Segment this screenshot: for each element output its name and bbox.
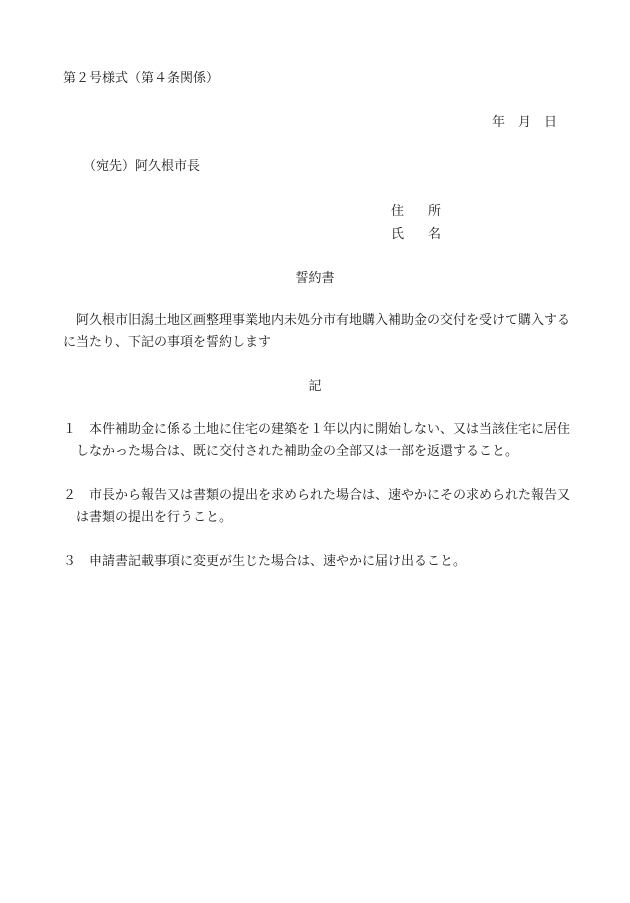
date-month-label: 月 xyxy=(518,115,532,130)
name-label-char-1: 氏 xyxy=(391,227,405,242)
list-item xyxy=(63,551,577,573)
item-text: 本件補助金に係る土地に住宅の建築を１年以内に開始しない、又は当該住宅に居住しなかった場合は、既に交付された補助金の全部又は一部を返還すること。 xyxy=(76,422,571,459)
date-line xyxy=(492,111,557,130)
date-day-label: 日 xyxy=(544,115,558,130)
list-item xyxy=(63,419,577,463)
name-label xyxy=(391,223,441,242)
list-item xyxy=(63,485,577,529)
date-year-label: 年 xyxy=(492,115,506,130)
item-text: 申請書記載事項に変更が生じた場合は、速やかに届け出ること。 xyxy=(89,554,467,569)
item-text: 市長から報告又は書類の提出を求められた場合は、速やかにその求められた報告又は書類の提出を行うこと。 xyxy=(76,488,571,525)
address-label xyxy=(391,200,441,219)
item-number: ３ xyxy=(63,554,77,569)
item-number: １ xyxy=(63,422,77,437)
form-number: 第２号様式（第４条関係） xyxy=(63,71,220,86)
document-title: 誓約書 xyxy=(295,271,335,286)
ki-heading: 記 xyxy=(308,379,322,394)
address-label-char-1: 住 xyxy=(391,204,405,219)
intro-paragraph: 阿久根市旧潟土地区画整理事業地内未処分市有地購入補助金の交付を受けて購入するに当たり、下記の事項を誓約します xyxy=(63,313,571,350)
item-number: ２ xyxy=(63,488,77,503)
address-label-char-2: 所 xyxy=(428,204,442,219)
addressee: （宛先）阿久根市長 xyxy=(83,159,201,174)
name-label-char-2: 名 xyxy=(428,227,442,242)
